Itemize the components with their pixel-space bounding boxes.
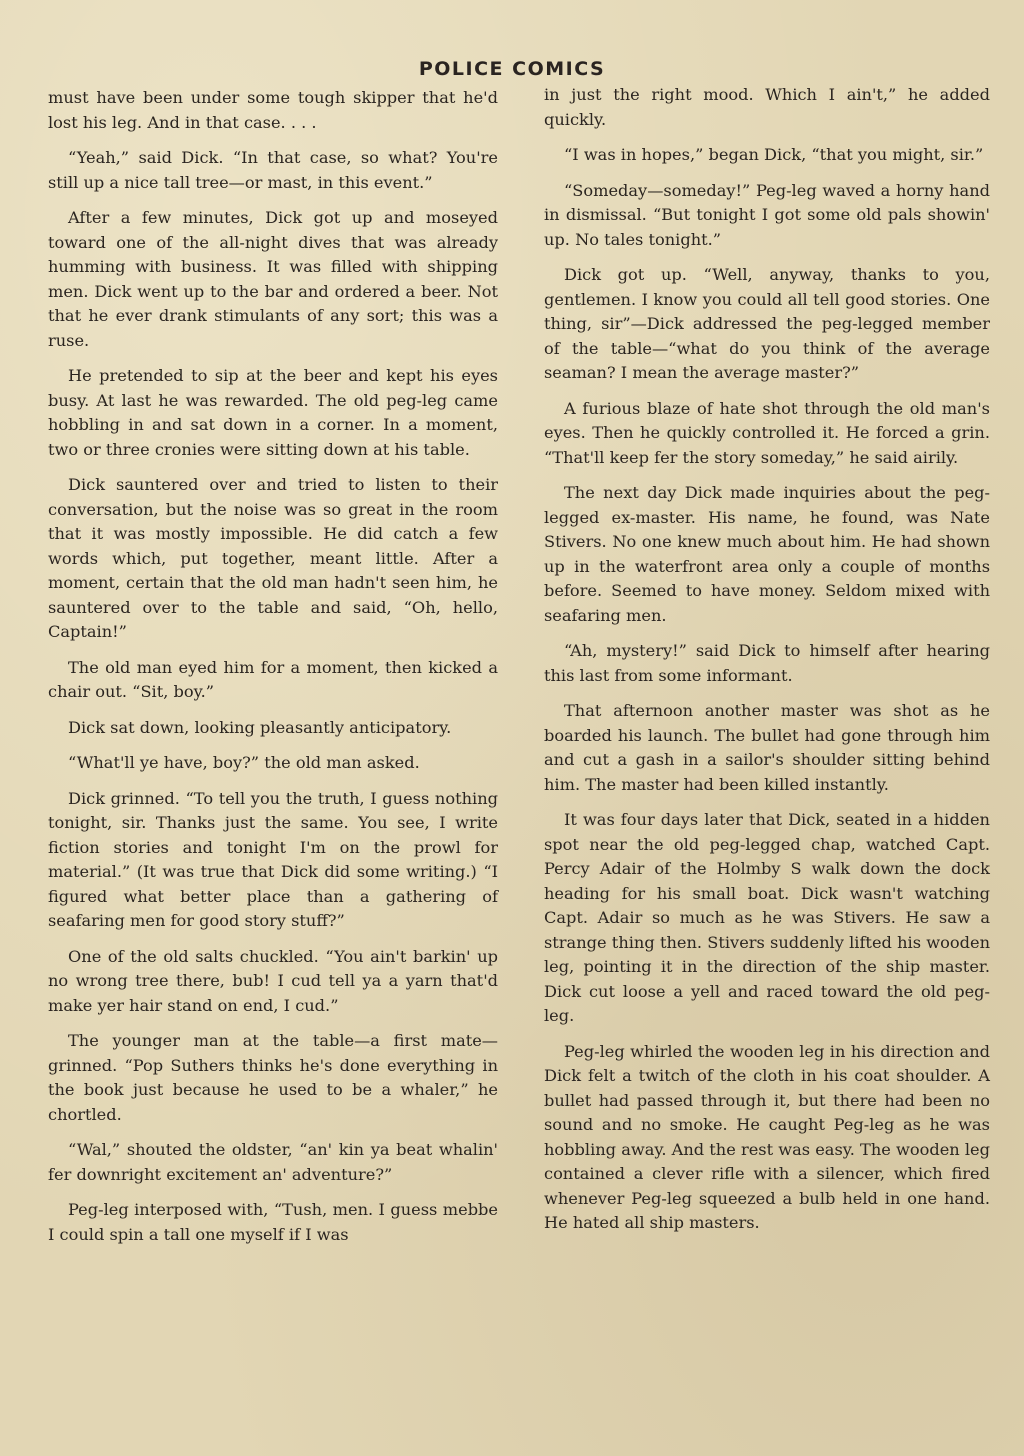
paragraph: “Ah, mystery!” said Dick to himself after hearing this last from some informant. (544, 641, 990, 685)
paragraph: “Wal,” shouted the oldster, “an' kin ya beat whalin' fer downright excitement an' adventure?” (48, 1140, 498, 1184)
right-column (544, 83, 990, 1247)
paragraph: “Someday—someday!” Peg-leg waved a horny hand in dismissal. “But tonight I got some old pals showin' up. No tales tonight.” (544, 180, 990, 249)
paragraph: Dick sauntered over and tried to listen to their conversation, but the noise was so great in the room that it was mostly impossible. He did catch a few words which, put together, meant little. After a moment, certain that the old man hadn't seen him, he sauntered over to the table and said, “Oh, hello, Captain!” (48, 475, 498, 641)
paragraph: Dick grinned. “To tell you the truth, I guess nothing tonight, sir. Thanks just the same. You see, I write fiction stories and tonight I'm on the prowl for material.” (It was true that Dick did some writing.) “I figured what better place than a gathering of seafaring men for good story stuff?” (48, 788, 498, 930)
paragraph: It was four days later that Dick, seated in a hidden spot near the old peg-legged chap, watched Capt. Percy Adair of the Holmby S walk down the dock heading for his small boat. Dick wasn't watching Capt. Adair so much as he was Stivers. He saw a strange thing then. Stivers suddenly lifted his wooden leg, pointing it in the direction of the ship master. Dick cut loose a yell and raced toward the old peg-leg. (544, 810, 990, 1025)
page-header: POLICE COMICS (418, 58, 606, 80)
paragraph: That afternoon another master was shot as he boarded his launch. The bullet had gone through him and cut a gash in a sailor's shoulder sitting behind him. The master had been killed instantly. (544, 701, 990, 794)
paragraph: After a few minutes, Dick got up and moseyed toward one of the all-night dives that was already humming with business. It was filled with shipping men. Dick went up to the bar and ordered a beer. Not that he ever drank stimulants of any sort; this was a ruse. (48, 208, 498, 350)
paragraph: in just the right mood. Which I ain't,” he added quickly. (544, 85, 990, 129)
paragraph: Dick sat down, looking pleasantly anticipatory. (68, 717, 452, 737)
paragraph: The old man eyed him for a moment, then kicked a chair out. “Sit, boy.” (48, 657, 498, 701)
paragraph: Peg-leg interposed with, “Tush, men. I guess mebbe I could spin a tall one myself if I was (48, 1200, 498, 1244)
paragraph: “I was in hopes,” began Dick, “that you might, sir.” (564, 145, 984, 164)
paragraph: The next day Dick made inquiries about the peg-legged ex-master. His name, he found, was Nate Stivers. No one knew much about him. He had shown up in the waterfront area only a couple of months before. Seemed to have money. Seldom mixed with seafaring men. (544, 483, 990, 625)
paragraph: Peg-leg whirled the wooden leg in his direction and Dick felt a twitch of the cloth in his coat shoulder. A bullet had passed through it, but there had been no sound and no smoke. He caught Peg-leg as he was hobbling away. And the rest was easy. The wooden leg contained a clever rifle with a silencer, which fired whenever Peg-leg squeezed a bulb held in one hand. He hated all ship masters. (544, 1041, 990, 1232)
paragraph: The younger man at the table—a first mate—grinned. “Pop Suthers thinks he's done everything in the book just because he used to be a whaler,” he chortled. (48, 1031, 498, 1124)
paragraph: must have been under some tough skipper that he'd lost his leg. And in that case. . . . (48, 88, 498, 132)
left-column (48, 86, 498, 1258)
paragraph: One of the old salts chuckled. “You ain't barkin' up no wrong tree there, bub! I cud tell ya a yarn that'd make yer hair stand on end, I cud.” (48, 946, 498, 1015)
paragraph: “Yeah,” said Dick. “In that case, so what? You're still up a nice tall tree—or mast, in this event.” (48, 148, 498, 192)
paragraph: Dick got up. “Well, anyway, thanks to you, gentlemen. I know you could all tell good stories. One thing, sir”—Dick addressed the peg-legged member of the table—“what do you think of the average seaman? I mean the average master?” (544, 265, 990, 382)
paragraph: He pretended to sip at the beer and kept his eyes busy. At last he was rewarded. The old peg-leg came hobbling in and sat down in a corner. In a moment, two or three cronies were sitting down at his table. (48, 366, 498, 459)
paragraph: A furious blaze of hate shot through the old man's eyes. Then he quickly controlled it. He forced a grin. “That'll keep fer the story someday,” he said airily. (544, 398, 990, 467)
paragraph: “What'll ye have, boy?” the old man asked. (68, 753, 420, 772)
